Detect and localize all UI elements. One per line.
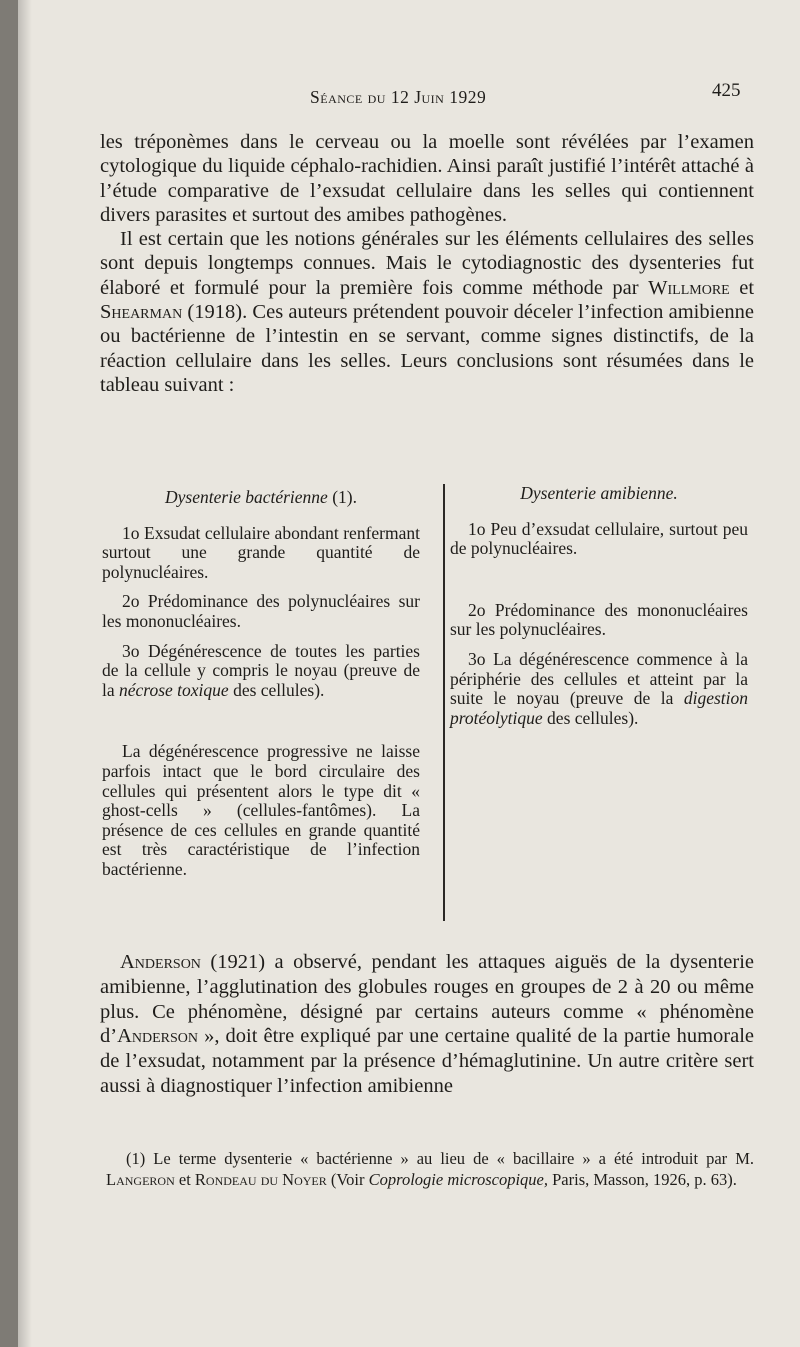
footnote-paragraph: [106, 1148, 754, 1190]
header-word-seance: Séance: [310, 87, 363, 107]
left-item-3-start: 3o Dégénérescence de toutes les parties de la cellule y compris le noyau (preuve de la: [102, 640, 420, 700]
left-column-title: [102, 488, 420, 508]
right-item-2: 2o Prédominance des mononucléaires sur les polynucléaires.: [450, 599, 748, 640]
book-page: [18, 0, 800, 1347]
footnote-start: (1) Le terme dysenterie « bactérienne » au lieu de « bacillaire » a été introduit par M.: [126, 1149, 754, 1168]
right-item-3: [450, 650, 748, 728]
intro-paragraph-1: les tréponèmes dans le cerveau ou la moelle sont révélées par l’examen cytologique du liquide céphalo-rachidien. Ainsi paraît justifié l’intérêt attaché à l’étude comparative de l’exsudat cellulaire dans les selles qui contiennent divers parasites et surtout des amibes pathogènes.: [100, 131, 754, 226]
right-column-title: Dysenterie amibienne.: [520, 483, 678, 503]
running-header: [310, 87, 486, 108]
table-left-column: [102, 488, 420, 880]
right-item-1: 1o Peu d’exsudat cellulaire, surtout peu de polynucléaires.: [450, 518, 748, 559]
author-anderson: Anderson: [120, 951, 201, 973]
anderson-text: [100, 950, 754, 1099]
left-item-3-end: des cellules).: [233, 679, 325, 700]
intro-p2-end: (1918). Ces auteurs prétendent pouvoir déceler l’infection amibienne ou bactérienne de l’intestin en se servant, comme signes distinctifs, de la réaction cellulaire dans les selles. Leurs conclusions sont résumées dans le tableau suivant :: [100, 301, 754, 396]
table-right-column: [450, 484, 748, 728]
author-anderson-2: Anderson: [117, 1025, 198, 1048]
right-item-3-end: des cellules).: [547, 707, 639, 728]
intro-and: et: [739, 276, 755, 299]
left-title-text: Dysenterie bactérienne: [165, 487, 328, 507]
left-item-2: 2o Prédominance des polynucléaires sur les mononucléaires.: [102, 591, 420, 631]
author-langeron: Langeron: [106, 1170, 175, 1189]
header-month: Juin: [414, 87, 445, 107]
anderson-text-start: (1921) a observé, pendant les attaques aiguës de la dysenterie amibienne, l’agglutination des globules rouges en groupes de 2 à 20 ou même plus. Ce phénomène, désigné par certains auteurs comme « phénomène d’: [100, 951, 755, 1048]
column-divider: [443, 484, 445, 921]
header-day: 12: [390, 87, 410, 107]
footnote-voir: (Voir: [330, 1170, 365, 1189]
header-year: 1929: [449, 87, 487, 107]
anderson-text-end: », doit être expliqué par une certaine qualité de la partie humorale de l’exsudat, notamment par la présence d’hémaglutinine. Un autre critère sert aussi à diagnostiquer l’infection amibienne: [100, 1025, 755, 1097]
footnote-end: Paris, Masson, 1926, p. 63).: [552, 1170, 737, 1189]
right-item-3-start: 3o La dégénérescence commence à la périphérie des cellules et atteint par la suite le noyau (preuve de la: [450, 648, 748, 709]
header-word-du: du: [367, 87, 386, 107]
left-item-1: 1o Exsudat cellulaire abondant renfermant surtout une grande quantité de polynucléaires.: [102, 522, 420, 582]
anderson-paragraph: [100, 950, 754, 1099]
author-shearman: Shearman: [100, 301, 183, 324]
author-rondeau: Rondeau du Noyer: [194, 1170, 327, 1189]
intro-paragraph-2: [100, 227, 754, 397]
footnote-reference-title: Coprologie microscopique,: [368, 1170, 548, 1189]
author-willmore: Willmore: [648, 276, 730, 299]
left-item-4: La dégénérescence progressive ne laisse parfois intact que le bord circulaire des cellules qui présentent alors le type dit « ghost-cells » (cellules-fantômes). La présence de ces cellules en grande quantité est très caractéristique de l’infection bactérienne.: [102, 741, 420, 879]
left-item-3-emphasis: nécrose toxique: [119, 679, 229, 700]
intro-p2-start: Il est certain que les notions générales sur les éléments cellulaires des selles sont depuis longtemps connues. Mais le cytodiagnostic des dysenteries fut élaboré et formulé pour la première fois comme méthode par: [100, 228, 754, 299]
footnote-and: et: [178, 1170, 191, 1189]
right-item-3-emphasis: digestion protéolytique: [450, 688, 748, 728]
footnote: [106, 1148, 754, 1190]
footnote-reference: (1).: [332, 487, 357, 507]
intro-text: [100, 130, 754, 397]
left-item-3: [102, 642, 420, 701]
page-number: 425: [712, 80, 741, 101]
